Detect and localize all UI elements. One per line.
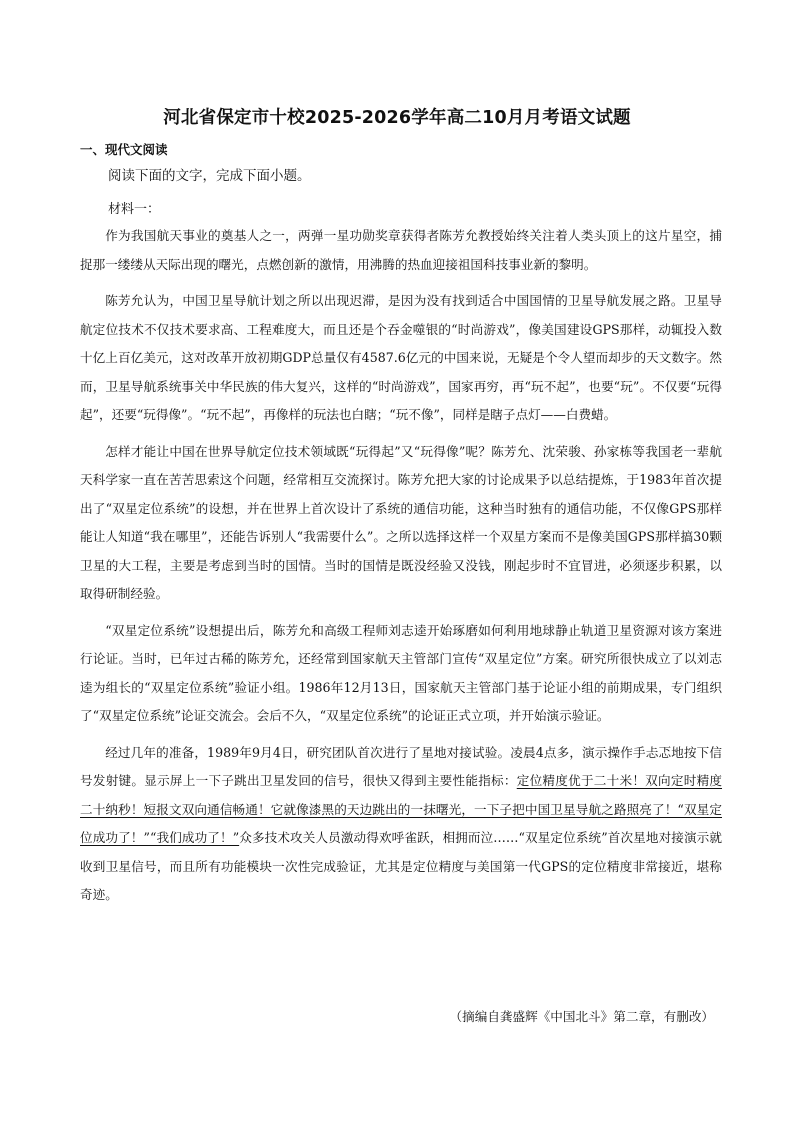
- passage-paragraph-last: [80, 739, 722, 910]
- passage-text: 众多技术攻关人员激动得欢呼雀跃，相拥而泣……“双星定位系统”首次星地对接演示就收到卫星信号，而且所有功能模块一次性完成验证，尤其是定位精度与美国第一代GPS的定位精度非常接近，堪称奇迹。: [80, 830, 722, 902]
- passage-paragraph: “双星定位系统”设想提出后，陈芳允和高级工程师刘志逵开始琢磨如何利用地球静止轨道卫星资源对该方案进行论证。当时，已年过古稀的陈芳允，还经常到国家航天主管部门宣传“双星定位”方案。研究所很快成立了以刘志逵为组长的“双星定位系统”验证小组。1986年12月13日，国家航天主管部门基于论证小组的前期成果，专门组织了“双星定位系统”论证交流会。会后不久，“双星定位系统”的论证正式立项，并开始演示验证。: [80, 622, 722, 723]
- underlined-passage: 定位精度优于二十米！双向定时精度二十纳秒！短报文双向通信畅通！它就像漆黑的天边跳出的一抹曙光，一下子把中国卫星导航之路照亮了！“双星定位成功了！”“我们成功了！”: [80, 773, 723, 845]
- passage-paragraph: 怎样才能让中国在世界导航定位技术领域既“玩得起”又“玩得像”呢？陈芳允、沈荣骏、孙家栋等我国老一辈航天科学家一直在苦苦思索这个问题，经常相互交流探讨。陈芳允把大家的讨论成果予以总结提炼，于1983年首次提出了“双星定位系统”的设想，并在世界上首次设计了系统的通信功能，这种当时独有的通信功能，不仅像GPS那样能让人知道“我在哪里”，还能告诉别人“我需要什么”。之所以选择这样一个双星方案而不是像美国GPS那样搞30颗卫星的大工程，主要是考虑到当时的国情。当时的国情是既没经验又没钱，刚起步时不宜冒进，必须逐步积累，以取得研制经验。: [80, 443, 722, 601]
- passage-paragraph: 作为我国航天事业的奠基人之一，两弹一星功勋奖章获得者陈芳允教授始终关注着人类头顶上的这片星空，捕捉那一缕缕从天际出现的曙光，点燃创新的激情，用沸腾的热血迎接祖国科技事业新的黎明。: [80, 228, 722, 272]
- material-label: 材料一：: [108, 202, 161, 217]
- passage-text: 经过几年的准备，1989年9月4日，研究团队首次进行了星地对接试验。凌晨4点多，演示操作手忐忑地按下信号发射键。显示屏上一下子跳出卫星发回的信号，很快又得到主要性能指标：: [80, 744, 722, 788]
- reading-instruction: 阅读下面的文字，完成下面小题。: [108, 168, 311, 184]
- section-heading: 一、现代文阅读: [80, 142, 168, 157]
- passage-body: [80, 222, 722, 910]
- passage-paragraph: 陈芳允认为，中国卫星导航计划之所以出现迟滞，是因为没有找到适合中国国情的卫星导航发展之路。卫星导航定位技术不仅技术要求高、工程难度大，而且还是个吞金噬银的“时尚游戏”，像美国建设GPS那样，动辄投入数十亿上百亿美元，这对改革开放初期GDP总量仅有4587.6亿元的中国来说，无疑是个令人望而却步的天文数字。然而，卫星导航系统事关中华民族的伟大复兴，这样的“时尚游戏”，国家再穷，再“玩不起”，也要“玩”。不仅要“玩得起”，还要“玩得像”。“玩不起”，再像样的玩法也白瞎；“玩不像”，同样是瞎子点灯——白费蜡。: [80, 293, 722, 422]
- exam-title: 河北省保定市十校2025-2026学年高二10月月考语文试题: [163, 108, 631, 128]
- source-citation: （摘编自龚盛辉《中国北斗》第二章，有删改）: [449, 1009, 714, 1024]
